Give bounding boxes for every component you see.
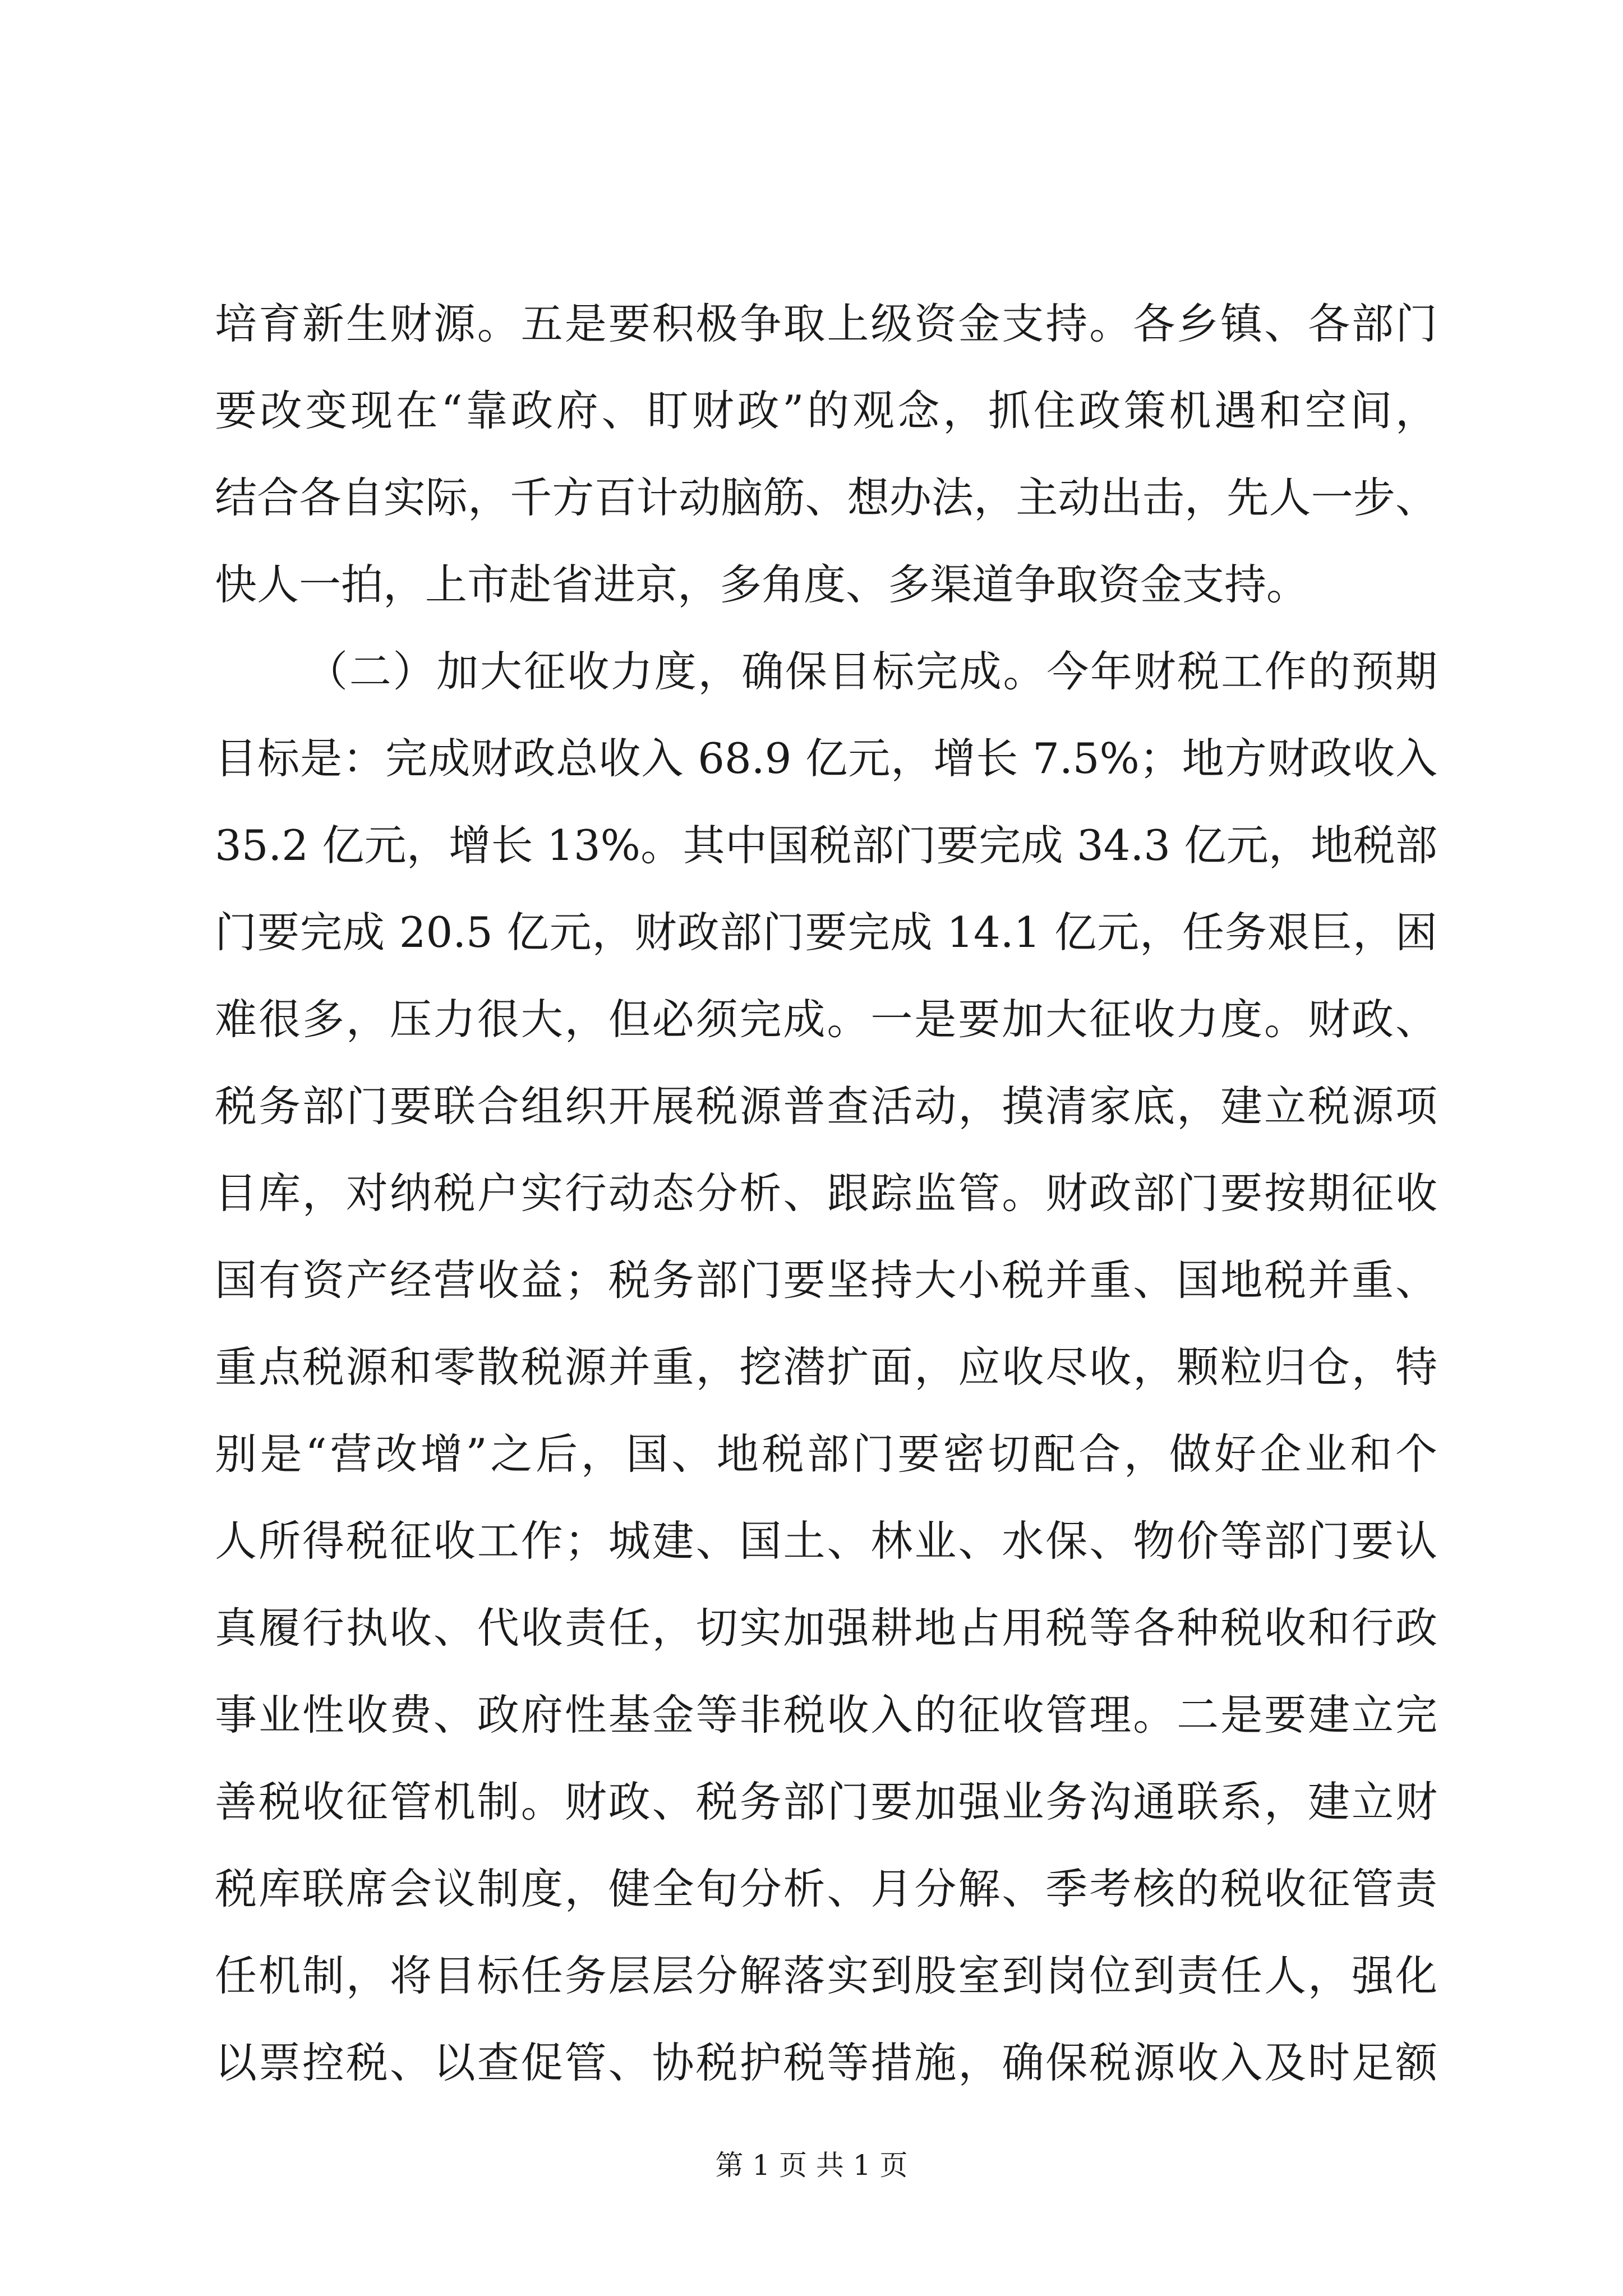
body-text-line: 培育新生财源。五是要积极争取上级资金支持。各乡镇、各部门 (215, 299, 1437, 348)
body-text-line: 重点税源和零散税源并重，挖潜扩面，应收尽收，颗粒归仓，特 (215, 1342, 1437, 1392)
body-text-line: 目库，对纳税户实行动态分析、跟踪监管。财政部门要按期征收 (215, 1168, 1437, 1218)
body-text-line: 国有资产经营收益；税务部门要坚持大小税并重、国地税并重、 (215, 1255, 1437, 1305)
body-text-line: 人所得税征收工作；城建、国土、林业、水保、物价等部门要认 (215, 1516, 1437, 1566)
body-text-line: 门要完成 20.5 亿元，财政部门要完成 14.1 亿元，任务艰巨，困 (215, 908, 1437, 957)
body-text-line: 别是“营改增”之后，国、地税部门要密切配合，做好企业和个 (215, 1429, 1437, 1479)
body-text-line: 要改变现在“靠政府、盯财政”的观念，抓住政策机遇和空间， (215, 386, 1437, 435)
body-text-line: 事业性收费、政府性基金等非税收入的征收管理。二是要建立完 (215, 1690, 1437, 1740)
body-text-line: 难很多，压力很大，但必须完成。一是要加大征收力度。财政、 (215, 995, 1437, 1044)
body-text-line: 以票控税、以查促管、协税护税等措施，确保税源收入及时足额 (215, 2038, 1437, 2087)
paragraph-start-line: （二）加大征收力度，确保目标完成。今年财税工作的预期 (306, 647, 1437, 696)
body-text-line: 任机制，将目标任务层层分解落实到股室到岗位到责任人，强化 (215, 1951, 1437, 2000)
body-text-line: 善税收征管机制。财政、税务部门要加强业务沟通联系，建立财 (215, 1777, 1437, 1826)
body-text-line: 35.2 亿元，增长 13%。其中国税部门要完成 34.3 亿元，地税部 (215, 821, 1437, 870)
body-text-line: 真履行执收、代收责任，切实加强耕地占用税等各种税收和行政 (215, 1603, 1437, 1653)
body-text-line: 目标是：完成财政总收入 68.9 亿元，增长 7.5%；地方财政收入 (215, 734, 1437, 783)
body-text-line: 税库联席会议制度，健全旬分析、月分解、季考核的税收征管责 (215, 1864, 1437, 1913)
page-footer: 第 1 页 共 1 页 (715, 2149, 908, 2182)
body-text-line: 快人一拍，上市赴省进京，多角度、多渠道争取资金支持。 (215, 560, 1309, 609)
body-text-line: 税务部门要联合组织开展税源普查活动，摸清家底，建立税源项 (215, 1082, 1437, 1131)
body-text-line: 结合各自实际，千方百计动脑筋、想办法，主动出击，先人一步、 (215, 473, 1437, 522)
